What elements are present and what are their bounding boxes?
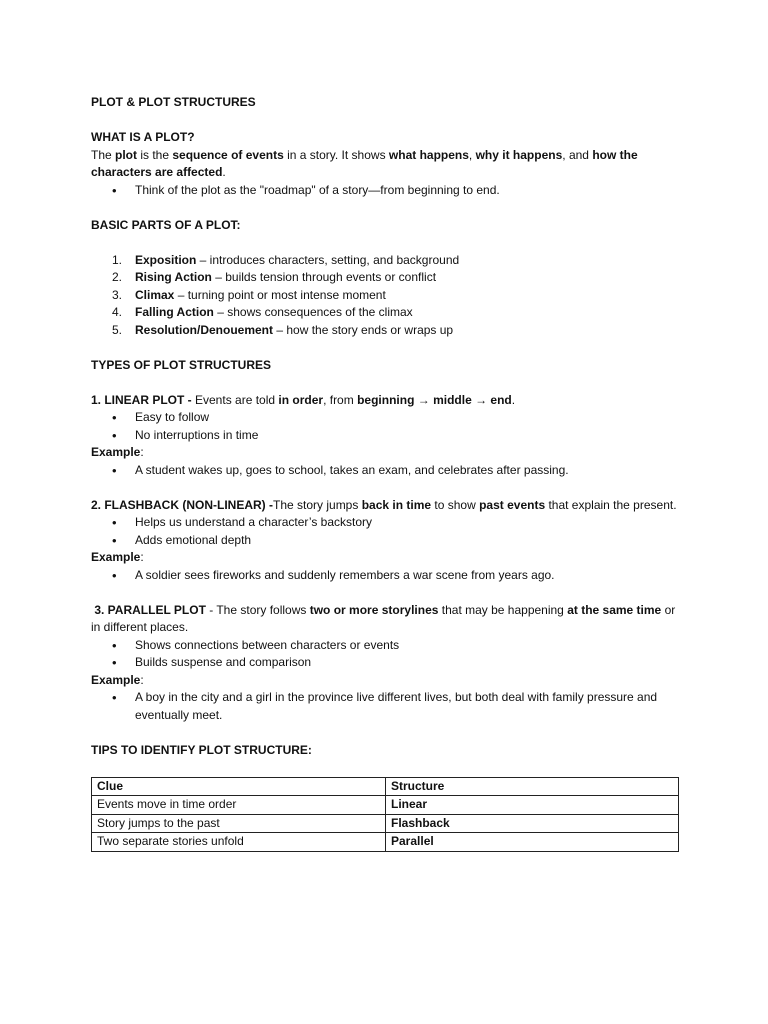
table-cell: Flashback <box>386 814 679 833</box>
linear-plot-bullets <box>91 409 681 444</box>
table-header-cell: Structure <box>386 777 679 796</box>
list-item: • A boy in the city and a girl in the province live different lives, but both deal with family pressure and eventually meet. <box>91 689 681 724</box>
table-row <box>92 814 679 833</box>
list-item: • Shows connections between characters or events <box>91 637 681 655</box>
list-item: 4. Falling Action – shows consequences of the climax <box>112 305 413 319</box>
example-label: Example: <box>91 672 144 687</box>
plot-parts-list <box>91 252 681 340</box>
table-cell: Two separate stories unfold <box>92 833 386 852</box>
table-cell: Events move in time order <box>92 796 386 815</box>
list-item: 3. Climax – turning point or most intense moment <box>112 287 386 302</box>
what-is-plot-heading: WHAT IS A PLOT? <box>91 130 195 144</box>
table-row <box>92 833 679 852</box>
list-item: • Builds suspense and comparison <box>91 654 681 672</box>
list-item: • Helps us understand a character’s backstory <box>91 514 681 532</box>
table-row <box>92 796 679 815</box>
list-item: 5. Resolution/Denouement – how the story ends or wraps up <box>112 322 454 337</box>
plot-definition: The plot is the sequence of events in a story. It shows what happens, why it happens, and how the characters are affected. <box>91 147 638 179</box>
flashback-paragraph: 2. FLASHBACK (NON-LINEAR) -The story jumps back in time to show past events that explain the present. <box>91 497 677 512</box>
parallel-example-list <box>91 689 681 724</box>
table-cell: Story jumps to the past <box>92 814 386 833</box>
linear-example-list <box>91 462 681 480</box>
parallel-plot-bullets <box>91 637 681 672</box>
list-item: 1. Exposition – introduces characters, setting, and background <box>112 252 460 267</box>
list-item: • A student wakes up, goes to school, takes an exam, and celebrates after passing. <box>91 462 681 480</box>
list-item: • No interruptions in time <box>91 427 681 445</box>
document-body <box>91 94 681 852</box>
plot-definition-bullets <box>91 182 681 200</box>
table-cell: Parallel <box>386 833 679 852</box>
list-item: • Easy to follow <box>91 409 681 427</box>
list-item: • A soldier sees fireworks and suddenly remembers a war scene from years ago. <box>91 567 681 585</box>
example-label: Example: <box>91 445 144 459</box>
table-header-cell: Clue <box>92 777 386 796</box>
types-heading: TYPES OF PLOT STRUCTURES <box>91 357 272 372</box>
plot-structure-table <box>91 777 679 852</box>
basic-parts-heading: BASIC PARTS OF A PLOT: <box>91 217 241 232</box>
example-label: Example: <box>91 550 144 564</box>
list-item: 2. Rising Action – builds tension through events or conflict <box>112 270 437 284</box>
document-title: PLOT & PLOT STRUCTURES <box>91 95 256 109</box>
linear-plot-paragraph: 1. LINEAR PLOT - Events are told in order, from beginning → middle → end. <box>91 392 516 407</box>
parallel-plot-paragraph: 3. PARALLEL PLOT - The story follows two or more storylines that may be happening at the same time or in different places. <box>91 602 676 634</box>
flashback-example-list <box>91 567 681 585</box>
table-cell: Linear <box>386 796 679 815</box>
tips-heading: TIPS TO IDENTIFY PLOT STRUCTURE: <box>91 742 312 757</box>
table-header-row <box>92 777 679 796</box>
flashback-bullets <box>91 514 681 549</box>
list-item: • Think of the plot as the "roadmap" of a story—from beginning to end. <box>91 182 681 200</box>
list-item: • Adds emotional depth <box>91 532 681 550</box>
